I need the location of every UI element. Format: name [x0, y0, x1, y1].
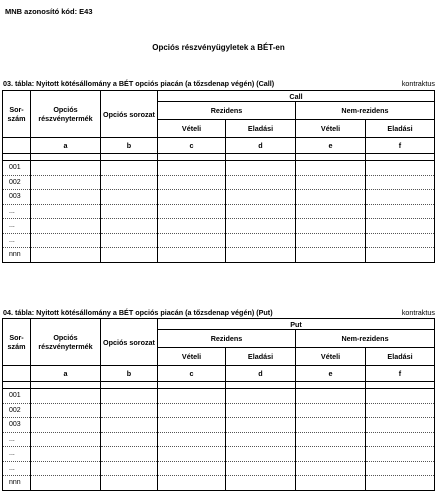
cell-c[interactable] [158, 248, 226, 263]
cell-e[interactable] [296, 219, 366, 234]
cell-d[interactable] [226, 161, 296, 176]
cell-f[interactable] [366, 219, 435, 234]
letter-d: d [226, 138, 296, 154]
cell-c[interactable] [158, 461, 226, 476]
row-number: ... [3, 461, 31, 476]
table-row [3, 418, 435, 433]
nonresident-sell-header: Eladási [366, 120, 435, 138]
cell-c[interactable] [158, 233, 226, 248]
table-row [3, 204, 435, 219]
serial-number-header: Sor- szám [3, 91, 31, 138]
cell-c[interactable] [158, 403, 226, 418]
cell-c[interactable] [158, 447, 226, 462]
cell-b[interactable] [101, 476, 158, 491]
cell-a[interactable] [31, 476, 101, 491]
cell-a[interactable] [31, 248, 101, 263]
cell-a[interactable] [31, 219, 101, 234]
table-row [3, 389, 435, 404]
letter-a: a [31, 138, 101, 154]
cell-c[interactable] [158, 219, 226, 234]
row-number: nnn [3, 476, 31, 491]
cell-a[interactable] [31, 418, 101, 433]
row-number: 001 [3, 389, 31, 404]
cell-f[interactable] [366, 447, 435, 462]
cell-b[interactable] [101, 403, 158, 418]
cell-e[interactable] [296, 461, 366, 476]
cell-b[interactable] [101, 248, 158, 263]
table-row [3, 476, 435, 491]
table-row [3, 432, 435, 447]
letter-blank [3, 366, 31, 382]
cell-b[interactable] [101, 461, 158, 476]
table-row [3, 447, 435, 462]
cell-d[interactable] [226, 389, 296, 404]
cell-e[interactable] [296, 447, 366, 462]
letter-a: a [31, 366, 101, 382]
row-number: ... [3, 432, 31, 447]
letter-blank [3, 138, 31, 154]
cell-e[interactable] [296, 389, 366, 404]
cell-d[interactable] [226, 476, 296, 491]
cell-a[interactable] [31, 447, 101, 462]
cell-f[interactable] [366, 190, 435, 205]
cell-f[interactable] [366, 389, 435, 404]
put-group-header: Put [158, 319, 435, 330]
cell-c[interactable] [158, 432, 226, 447]
row-number: 002 [3, 403, 31, 418]
cell-a[interactable] [31, 175, 101, 190]
table-row [3, 248, 435, 263]
cell-a[interactable] [31, 233, 101, 248]
cell-d[interactable] [226, 204, 296, 219]
cell-f[interactable] [366, 175, 435, 190]
cell-b[interactable] [101, 447, 158, 462]
resident-buy-header: Vételi [158, 120, 226, 138]
cell-f[interactable] [366, 418, 435, 433]
cell-e[interactable] [296, 418, 366, 433]
cell-f[interactable] [366, 161, 435, 176]
option-series-header: Opciós sorozat [101, 319, 158, 366]
cell-d[interactable] [226, 219, 296, 234]
cell-d[interactable] [226, 248, 296, 263]
resident-sell-header: Eladási [226, 120, 296, 138]
cell-a[interactable] [31, 389, 101, 404]
cell-c[interactable] [158, 476, 226, 491]
table-04-unit: kontraktus [401, 308, 435, 317]
cell-a[interactable] [31, 190, 101, 205]
option-product-header: Opciós részvénytermék [31, 91, 101, 138]
cell-e[interactable] [296, 161, 366, 176]
cell-f[interactable] [366, 461, 435, 476]
document-title: Opciós részvényügyletek a BÉT-en [152, 43, 285, 52]
nonresident-header: Nem-rezidens [296, 330, 435, 348]
cell-d[interactable] [226, 418, 296, 433]
cell-e[interactable] [296, 248, 366, 263]
table-row [3, 175, 435, 190]
table-03 [2, 90, 435, 263]
cell-f[interactable] [366, 403, 435, 418]
cell-e[interactable] [296, 403, 366, 418]
cell-e[interactable] [296, 175, 366, 190]
table-04 [2, 318, 435, 491]
cell-b[interactable] [101, 161, 158, 176]
letter-b: b [101, 138, 158, 154]
cell-d[interactable] [226, 233, 296, 248]
letter-e: e [296, 366, 366, 382]
option-series-header: Opciós sorozat [101, 91, 158, 138]
resident-header: Rezidens [158, 330, 296, 348]
letter-e: e [296, 138, 366, 154]
cell-d[interactable] [226, 447, 296, 462]
nonresident-sell-header: Eladási [366, 348, 435, 366]
letter-d: d [226, 366, 296, 382]
table-row [3, 161, 435, 176]
cell-b[interactable] [101, 432, 158, 447]
cell-d[interactable] [226, 190, 296, 205]
cell-c[interactable] [158, 418, 226, 433]
cell-b[interactable] [101, 204, 158, 219]
cell-c[interactable] [158, 161, 226, 176]
cell-f[interactable] [366, 432, 435, 447]
nonresident-buy-header: Vételi [296, 348, 366, 366]
cell-a[interactable] [31, 403, 101, 418]
cell-b[interactable] [101, 219, 158, 234]
letter-c: c [158, 366, 226, 382]
table-row [3, 219, 435, 234]
cell-c[interactable] [158, 204, 226, 219]
letter-f: f [366, 138, 435, 154]
row-number: ... [3, 447, 31, 462]
table-row [3, 403, 435, 418]
option-product-header: Opciós részvénytermék [31, 319, 101, 366]
cell-f[interactable] [366, 248, 435, 263]
cell-b[interactable] [101, 418, 158, 433]
cell-a[interactable] [31, 461, 101, 476]
nonresident-header: Nem-rezidens [296, 102, 435, 120]
row-number: nnn [3, 248, 31, 263]
row-number: 003 [3, 418, 31, 433]
cell-d[interactable] [226, 175, 296, 190]
table-03-unit: kontraktus [401, 79, 435, 88]
cell-e[interactable] [296, 432, 366, 447]
resident-sell-header: Eladási [226, 348, 296, 366]
call-group-header: Call [158, 91, 435, 102]
cell-f[interactable] [366, 204, 435, 219]
cell-b[interactable] [101, 233, 158, 248]
cell-a[interactable] [31, 161, 101, 176]
cell-f[interactable] [366, 476, 435, 491]
row-number: ... [3, 233, 31, 248]
serial-number-header: Sor- szám [3, 319, 31, 366]
cell-d[interactable] [226, 461, 296, 476]
letter-f: f [366, 366, 435, 382]
table-row [3, 190, 435, 205]
cell-a[interactable] [31, 432, 101, 447]
cell-e[interactable] [296, 190, 366, 205]
row-number: ... [3, 204, 31, 219]
cell-c[interactable] [158, 175, 226, 190]
cell-f[interactable] [366, 233, 435, 248]
letter-b: b [101, 366, 158, 382]
cell-a[interactable] [31, 204, 101, 219]
table-03-title: 03. tábla: Nyitott kötésállomány a BÉT opciós piacán (a tőzsdenap végén) (Call) [3, 79, 275, 88]
cell-b[interactable] [101, 389, 158, 404]
table-row [3, 233, 435, 248]
resident-header: Rezidens [158, 102, 296, 120]
cell-c[interactable] [158, 190, 226, 205]
cell-c[interactable] [158, 389, 226, 404]
row-number: ... [3, 219, 31, 234]
cell-d[interactable] [226, 403, 296, 418]
cell-b[interactable] [101, 175, 158, 190]
letter-c: c [158, 138, 226, 154]
table-04-title: 04. tábla: Nyitott kötésállomány a BÉT opciós piacán (a tőzsdenap végén) (Put) [3, 308, 273, 317]
table-row [3, 461, 435, 476]
cell-e[interactable] [296, 204, 366, 219]
cell-e[interactable] [296, 233, 366, 248]
resident-buy-header: Vételi [158, 348, 226, 366]
row-number: 003 [3, 190, 31, 205]
row-number: 002 [3, 175, 31, 190]
cell-b[interactable] [101, 190, 158, 205]
cell-d[interactable] [226, 432, 296, 447]
row-number: 001 [3, 161, 31, 176]
mnb-code-label: MNB azonosító kód: E43 [5, 7, 93, 16]
nonresident-buy-header: Vételi [296, 120, 366, 138]
cell-e[interactable] [296, 476, 366, 491]
